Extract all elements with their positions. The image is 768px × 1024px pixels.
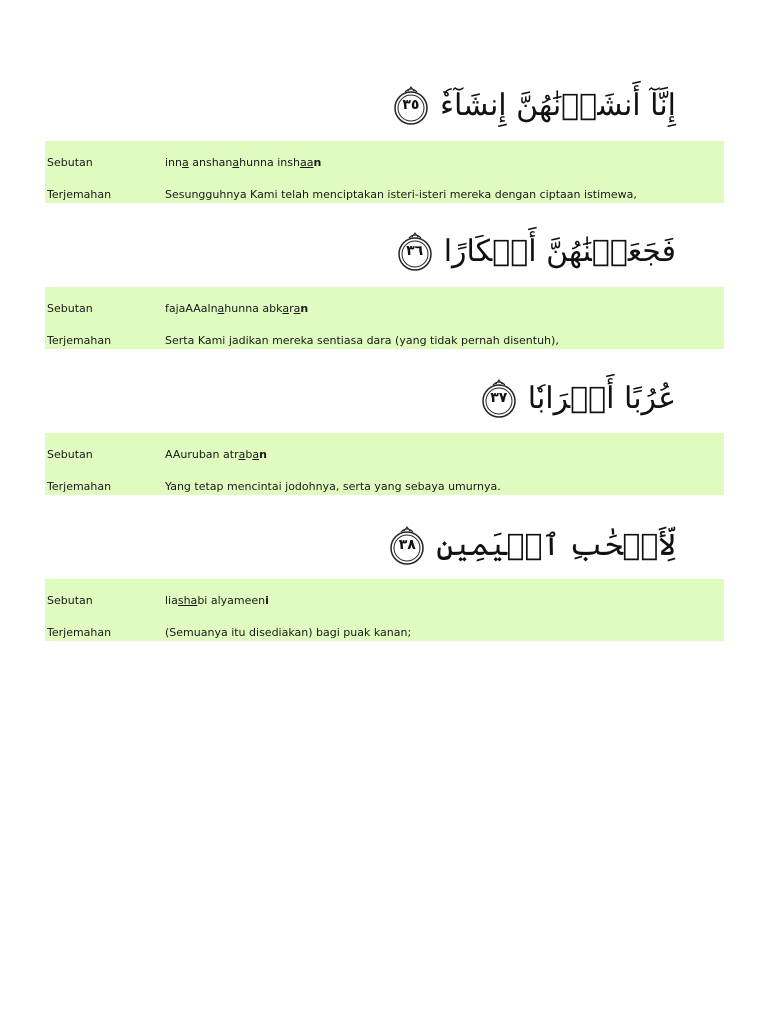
arabic-text: لِّأَصۡحَٰبِ ٱلۡيَمِينِ	[436, 528, 676, 563]
terjemahan-value: (Semuanya itu disediakan) bagi puak kanan;	[165, 626, 412, 639]
verse-info-block	[45, 433, 724, 495]
sebutan-row	[45, 153, 724, 173]
arabic-text: فَجَعَلۡنَٰهُنَّ أَبۡكَارًا	[443, 234, 676, 269]
terjemahan-row	[45, 185, 724, 205]
arabic-verse-line	[478, 369, 676, 429]
arabic-verse-line	[394, 222, 676, 282]
ayah-number: ٣٨	[398, 537, 416, 553]
sebutan-value: fajaAAalnahunna abkaran	[165, 302, 309, 315]
terjemahan-row	[45, 477, 724, 497]
terjemahan-label: Terjemahan	[47, 626, 112, 639]
sebutan-value: liashabi alyameeni	[165, 594, 269, 607]
ayah-number-marker-icon	[390, 85, 432, 127]
sebutan-row	[45, 591, 724, 611]
sebutan-label: Sebutan	[47, 448, 93, 461]
sebutan-value: AAuruban atraban	[165, 448, 267, 461]
terjemahan-label: Terjemahan	[47, 480, 112, 493]
ayah-number-marker-icon	[386, 525, 428, 567]
terjemahan-value: Sesungguhnya Kami telah menciptakan isteri-isteri mereka dengan ciptaan istimewa,	[165, 188, 637, 201]
ayah-number-marker-icon	[394, 231, 436, 273]
verse-info-block	[45, 579, 724, 641]
sebutan-row	[45, 299, 724, 319]
ayah-number: ٣٦	[406, 243, 424, 259]
verse-info-block	[45, 141, 724, 203]
arabic-verse-line	[386, 516, 676, 576]
sebutan-label: Sebutan	[47, 594, 93, 607]
sebutan-row	[45, 445, 724, 465]
terjemahan-row	[45, 331, 724, 351]
ayah-number-marker-icon	[478, 378, 520, 420]
arabic-verse-line	[390, 76, 676, 136]
sebutan-label: Sebutan	[47, 302, 93, 315]
ayah-number: ٣٥	[402, 97, 420, 113]
sebutan-label: Sebutan	[47, 156, 93, 169]
terjemahan-label: Terjemahan	[47, 188, 112, 201]
arabic-text: عُرُبًا أَتۡرَابٗا	[527, 381, 676, 416]
verse-info-block	[45, 287, 724, 349]
terjemahan-row	[45, 623, 724, 643]
arabic-text: إِنَّآ أَنشَأۡنَٰهُنَّ إِنشَآءٗ	[439, 88, 676, 123]
terjemahan-label: Terjemahan	[47, 334, 112, 347]
ayah-number: ٣٧	[490, 390, 508, 406]
terjemahan-value: Serta Kami jadikan mereka sentiasa dara (yang tidak pernah disentuh),	[165, 334, 559, 347]
sebutan-value: inna anshanahunna inshaan	[165, 156, 322, 169]
terjemahan-value: Yang tetap mencintai jodohnya, serta yang sebaya umurnya.	[165, 480, 501, 493]
